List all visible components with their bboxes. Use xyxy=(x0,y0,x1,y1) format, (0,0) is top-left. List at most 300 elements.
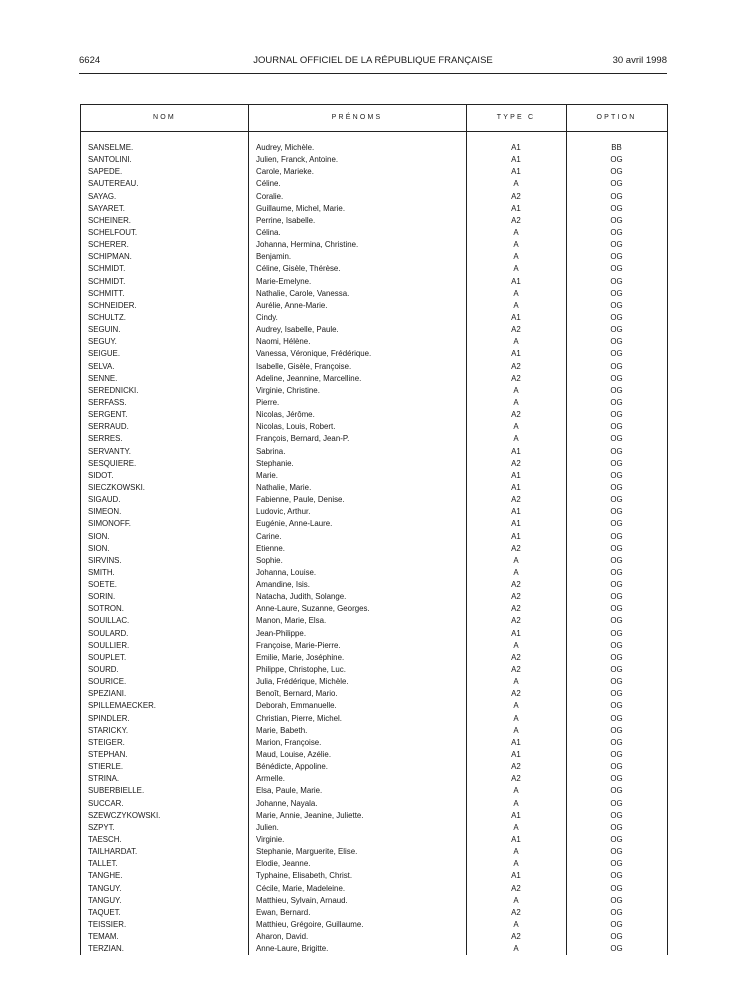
cell-type: A xyxy=(513,640,519,650)
cell-type: A2 xyxy=(511,907,521,917)
cell-option: OG xyxy=(610,276,623,286)
cell-nom: SUBERBIELLE. xyxy=(88,786,145,796)
cell-option: OG xyxy=(610,385,623,395)
cell-prenoms: Ludovic, Arthur. xyxy=(256,507,311,517)
table-row xyxy=(81,348,667,360)
cell-option: OG xyxy=(610,883,623,893)
cell-option: OG xyxy=(610,507,623,517)
cell-nom: SANTOLINI. xyxy=(88,155,132,165)
table-row xyxy=(81,664,667,676)
table-row xyxy=(81,640,667,652)
cell-type: A2 xyxy=(511,762,521,772)
cell-nom: SOURICE. xyxy=(88,677,127,687)
cell-prenoms: Johanne, Nayala. xyxy=(256,798,318,808)
cell-prenoms: Armelle. xyxy=(256,774,285,784)
cell-prenoms: Naomi, Hélène. xyxy=(256,337,311,347)
cell-prenoms: Audrey, Isabelle, Paule. xyxy=(256,325,339,335)
cell-nom: SCHMIDT. xyxy=(88,264,126,274)
cell-nom: STEIGER. xyxy=(88,737,125,747)
table-row xyxy=(81,373,667,385)
cell-option: OG xyxy=(610,252,623,262)
table-row xyxy=(81,312,667,324)
cell-prenoms: Nicolas, Jérôme. xyxy=(256,410,315,420)
cell-prenoms: Carole, Marieke. xyxy=(256,167,314,177)
cell-type: A2 xyxy=(511,580,521,590)
cell-type: A1 xyxy=(511,810,521,820)
table-row xyxy=(81,883,667,895)
table-row xyxy=(81,834,667,846)
table-row xyxy=(81,482,667,494)
cell-type: A2 xyxy=(511,592,521,602)
cell-prenoms: Stephanie. xyxy=(256,458,294,468)
cell-type: A xyxy=(513,859,519,869)
table-row xyxy=(81,676,667,688)
cell-type: A2 xyxy=(511,604,521,614)
cell-type: A1 xyxy=(511,470,521,480)
table-row xyxy=(81,397,667,409)
cell-prenoms: Marie-Emelyne. xyxy=(256,276,312,286)
cell-prenoms: Amandine, Isis. xyxy=(256,580,310,590)
table-row xyxy=(81,227,667,239)
cell-prenoms: Philippe, Christophe, Luc. xyxy=(256,665,346,675)
cell-prenoms: Pierre. xyxy=(256,397,280,407)
cell-type: A2 xyxy=(511,325,521,335)
table-row xyxy=(81,761,667,773)
cell-nom: SEGUIN. xyxy=(88,325,121,335)
cell-nom: SION. xyxy=(88,543,110,553)
cell-option: OG xyxy=(610,798,623,808)
cell-prenoms: Célina. xyxy=(256,227,281,237)
cell-nom: SIRVINS. xyxy=(88,555,122,565)
cell-type: A2 xyxy=(511,191,521,201)
cell-type: A xyxy=(513,422,519,432)
cell-option: OG xyxy=(610,167,623,177)
cell-nom: SCHERER. xyxy=(88,240,129,250)
cell-prenoms: Julien. xyxy=(256,822,279,832)
cell-prenoms: Stephanie, Marguerite, Elise. xyxy=(256,847,358,857)
cell-nom: SION. xyxy=(88,531,110,541)
cell-type: A1 xyxy=(511,203,521,213)
cell-nom: SCHMIDT. xyxy=(88,276,126,286)
cell-nom: TEMAM. xyxy=(88,932,119,942)
cell-prenoms: Sabrina. xyxy=(256,446,286,456)
cell-option: OG xyxy=(610,628,623,638)
cell-option: OG xyxy=(610,264,623,274)
cell-prenoms: Virginie, Christine. xyxy=(256,385,320,395)
cell-prenoms: Natacha, Judith, Solange. xyxy=(256,592,347,602)
cell-nom: SCHULTZ. xyxy=(88,312,126,322)
journal-title: JOURNAL OFFICIEL DE LA RÉPUBLIQUE FRANÇAISE xyxy=(253,55,493,66)
table-row xyxy=(81,688,667,700)
cell-prenoms: Maud, Louise, Azélie. xyxy=(256,750,332,760)
cell-option: OG xyxy=(610,312,623,322)
cell-prenoms: Cindy. xyxy=(256,312,278,322)
table-row xyxy=(81,470,667,482)
cell-nom: SIDOT. xyxy=(88,470,114,480)
cell-option: OG xyxy=(610,895,623,905)
cell-option: OG xyxy=(610,652,623,662)
cell-option: OG xyxy=(610,725,623,735)
publication-date: 30 avril 1998 xyxy=(612,55,667,66)
cell-type: A xyxy=(513,397,519,407)
cell-option: OG xyxy=(610,325,623,335)
cell-option: OG xyxy=(610,470,623,480)
cell-type: A xyxy=(513,337,519,347)
table-row xyxy=(81,870,667,882)
table-row xyxy=(81,178,667,190)
table-row xyxy=(81,628,667,640)
cell-prenoms: Isabelle, Gisèle, Françoise. xyxy=(256,361,352,371)
cell-option: OG xyxy=(610,713,623,723)
cell-type: A1 xyxy=(511,167,521,177)
table-row xyxy=(81,555,667,567)
table-row xyxy=(81,895,667,907)
cell-nom: STEPHAN. xyxy=(88,750,128,760)
cell-nom: SAPEDE. xyxy=(88,167,123,177)
table-row xyxy=(81,433,667,445)
cell-type: A1 xyxy=(511,312,521,322)
table-row xyxy=(81,652,667,664)
table-row xyxy=(81,531,667,543)
cell-nom: SELVA. xyxy=(88,361,115,371)
column-header-type: TYPE C xyxy=(496,114,536,121)
cell-type: A1 xyxy=(511,446,521,456)
cell-prenoms: Vanessa, Véronique, Frédérique. xyxy=(256,349,372,359)
cell-type: A xyxy=(513,300,519,310)
table-row xyxy=(81,822,667,834)
cell-type: A xyxy=(513,713,519,723)
cell-prenoms: Marion, Françoise. xyxy=(256,737,322,747)
cell-type: A2 xyxy=(511,665,521,675)
cell-type: A1 xyxy=(511,155,521,165)
cell-option: OG xyxy=(610,835,623,845)
cell-prenoms: Marie. xyxy=(256,470,278,480)
cell-nom: SAYAG. xyxy=(88,191,117,201)
table-row xyxy=(81,919,667,931)
cell-type: A2 xyxy=(511,932,521,942)
table-row xyxy=(81,142,667,154)
cell-option: OG xyxy=(610,774,623,784)
cell-nom: STRINA. xyxy=(88,774,120,784)
cell-option: OG xyxy=(610,762,623,772)
cell-type: A1 xyxy=(511,507,521,517)
cell-type: A2 xyxy=(511,215,521,225)
table-row xyxy=(81,215,667,227)
cell-nom: SOETE. xyxy=(88,580,117,590)
cell-option: OG xyxy=(610,847,623,857)
cell-prenoms: Christian, Pierre, Michel. xyxy=(256,713,342,723)
table-row xyxy=(81,361,667,373)
table-row xyxy=(81,385,667,397)
cell-nom: SAUTEREAU. xyxy=(88,179,139,189)
cell-prenoms: Françoise, Marie-Pierre. xyxy=(256,640,341,650)
cell-prenoms: Elsa, Paule, Marie. xyxy=(256,786,323,796)
cell-nom: SOURD. xyxy=(88,665,119,675)
cell-option: OG xyxy=(610,689,623,699)
header-rule xyxy=(79,73,667,74)
cell-option: OG xyxy=(610,592,623,602)
cell-type: A xyxy=(513,264,519,274)
cell-option: OG xyxy=(610,531,623,541)
table-row xyxy=(81,737,667,749)
cell-nom: TANGHE. xyxy=(88,871,123,881)
cell-prenoms: Manon, Marie, Elsa. xyxy=(256,616,327,626)
cell-nom: SERRES. xyxy=(88,434,123,444)
cell-option: OG xyxy=(610,155,623,165)
cell-type: A2 xyxy=(511,410,521,420)
cell-type: A2 xyxy=(511,361,521,371)
cell-type: A1 xyxy=(511,482,521,492)
cell-type: A xyxy=(513,179,519,189)
cell-prenoms: Jean-Philippe. xyxy=(256,628,307,638)
cell-type: A1 xyxy=(511,835,521,845)
cell-option: OG xyxy=(610,446,623,456)
cell-option: OG xyxy=(610,616,623,626)
cell-option: OG xyxy=(610,737,623,747)
cell-nom: SEIGUE. xyxy=(88,349,121,359)
table-row xyxy=(81,725,667,737)
cell-nom: SOULARD. xyxy=(88,628,129,638)
table-row xyxy=(81,615,667,627)
cell-type: A xyxy=(513,288,519,298)
column-header-prenoms: PRÉNOMS xyxy=(331,114,383,121)
cell-type: A xyxy=(513,567,519,577)
page-number: 6624 xyxy=(79,55,101,66)
cell-option: OG xyxy=(610,203,623,213)
cell-option: OG xyxy=(610,300,623,310)
table-row xyxy=(81,288,667,300)
cell-nom: SANSELME. xyxy=(88,143,134,152)
cell-type: A2 xyxy=(511,543,521,553)
table-row xyxy=(81,154,667,166)
cell-option: OG xyxy=(610,179,623,189)
cell-type: A2 xyxy=(511,774,521,784)
table-row xyxy=(81,409,667,421)
cell-nom: SCHMITT. xyxy=(88,288,125,298)
cell-prenoms: Anne-Laure, Brigitte. xyxy=(256,944,329,954)
table-row xyxy=(81,579,667,591)
cell-option: OG xyxy=(610,519,623,529)
cell-option: OG xyxy=(610,665,623,675)
cell-option: OG xyxy=(610,543,623,553)
cell-prenoms: Carine. xyxy=(256,531,282,541)
table-row xyxy=(81,567,667,579)
cell-type: A xyxy=(513,725,519,735)
cell-prenoms: Johanna, Louise. xyxy=(256,567,317,577)
cell-option: OG xyxy=(610,288,623,298)
cell-option: OG xyxy=(610,640,623,650)
cell-option: OG xyxy=(610,434,623,444)
table-row xyxy=(81,336,667,348)
cell-type: A xyxy=(513,555,519,565)
cell-nom: SERGENT. xyxy=(88,410,128,420)
cell-type: A xyxy=(513,895,519,905)
table-row xyxy=(81,203,667,215)
cell-type: A xyxy=(513,385,519,395)
cell-nom: SIGAUD. xyxy=(88,495,121,505)
cell-option: OG xyxy=(610,786,623,796)
cell-nom: SPEZIANI. xyxy=(88,689,127,699)
cell-type: A2 xyxy=(511,652,521,662)
table-row xyxy=(81,773,667,785)
cell-option: OG xyxy=(610,859,623,869)
cell-type: A xyxy=(513,227,519,237)
table-row xyxy=(81,700,667,712)
cell-nom: SPINDLER. xyxy=(88,713,130,723)
cell-prenoms: Marie, Babeth. xyxy=(256,725,308,735)
cell-type: A1 xyxy=(511,531,521,541)
cell-option: OG xyxy=(610,920,623,929)
cell-option: OG xyxy=(610,932,623,942)
cell-nom: STIERLE. xyxy=(88,762,124,772)
cell-nom: SZEWCZYKOWSKI. xyxy=(88,810,161,820)
cell-option: OG xyxy=(610,482,623,492)
cell-prenoms: Eugénie, Anne-Laure. xyxy=(256,519,333,529)
cell-nom: SIECZKOWSKI. xyxy=(88,482,145,492)
cell-option: OG xyxy=(610,191,623,201)
table-row xyxy=(81,943,667,955)
cell-type: A xyxy=(513,920,519,929)
cell-nom: SOUPLET. xyxy=(88,652,127,662)
column-header-option: OPTION xyxy=(596,114,637,121)
cell-nom: SERVANTY. xyxy=(88,446,131,456)
cell-type: A2 xyxy=(511,458,521,468)
cell-prenoms: Bénédicte, Appoline. xyxy=(256,762,328,772)
cell-nom: SOTRON. xyxy=(88,604,124,614)
cell-nom: SORIN. xyxy=(88,592,116,602)
cell-prenoms: Coralie. xyxy=(256,191,284,201)
cell-nom: TANGUY. xyxy=(88,883,122,893)
table-row xyxy=(81,506,667,518)
table-row xyxy=(81,518,667,530)
cell-prenoms: Cécile, Marie, Madeleine. xyxy=(256,883,346,893)
table-row xyxy=(81,591,667,603)
cell-option: OG xyxy=(610,422,623,432)
column-header-nom: NOM xyxy=(153,114,176,121)
cell-type: A1 xyxy=(511,737,521,747)
table-row xyxy=(81,300,667,312)
cell-option: OG xyxy=(610,410,623,420)
cell-type: A xyxy=(513,798,519,808)
cell-option: OG xyxy=(610,373,623,383)
cell-prenoms: Audrey, Michèle. xyxy=(256,143,315,152)
cell-prenoms: Deborah, Emmanuelle. xyxy=(256,701,337,711)
cell-option: BB xyxy=(611,143,622,152)
cell-prenoms: Aharon, David. xyxy=(256,932,309,942)
cell-prenoms: Nicolas, Louis, Robert. xyxy=(256,422,336,432)
cell-prenoms: Ewan, Bernard. xyxy=(256,907,311,917)
cell-nom: TEISSIER. xyxy=(88,920,127,929)
cell-prenoms: Etienne. xyxy=(256,543,285,553)
cell-option: OG xyxy=(610,677,623,687)
cell-nom: SESQUIERE. xyxy=(88,458,137,468)
cell-option: OG xyxy=(610,810,623,820)
cell-prenoms: Fabienne, Paule, Denise. xyxy=(256,495,345,505)
cell-option: OG xyxy=(610,227,623,237)
page-header xyxy=(79,55,667,69)
cell-prenoms: Sophie. xyxy=(256,555,283,565)
cell-option: OG xyxy=(610,567,623,577)
cell-option: OG xyxy=(610,215,623,225)
cell-prenoms: Anne-Laure, Suzanne, Georges. xyxy=(256,604,370,614)
cell-nom: SCHELFOUT. xyxy=(88,227,138,237)
table-row xyxy=(81,543,667,555)
cell-nom: SZPYT. xyxy=(88,822,115,832)
cell-type: A1 xyxy=(511,750,521,760)
cell-type: A xyxy=(513,252,519,262)
table-row xyxy=(81,749,667,761)
table-body xyxy=(81,142,667,955)
cell-type: A xyxy=(513,786,519,796)
table-row xyxy=(81,276,667,288)
cell-option: OG xyxy=(610,907,623,917)
cell-nom: SERFASS. xyxy=(88,397,127,407)
cell-type: A xyxy=(513,822,519,832)
cell-option: OG xyxy=(610,240,623,250)
cell-type: A1 xyxy=(511,276,521,286)
table-row xyxy=(81,858,667,870)
cell-prenoms: Matthieu, Grégoire, Guillaume. xyxy=(256,920,364,929)
cell-prenoms: Benoît, Bernard, Mario. xyxy=(256,689,338,699)
cell-type: A xyxy=(513,944,519,954)
cell-option: OG xyxy=(610,604,623,614)
cell-nom: SEREDNICKI. xyxy=(88,385,139,395)
cell-prenoms: Marie, Annie, Jeanine, Juliette. xyxy=(256,810,364,820)
cell-prenoms: Guillaume, Michel, Marie. xyxy=(256,203,346,213)
cell-prenoms: Julia, Frédérique, Michèle. xyxy=(256,677,349,687)
cell-prenoms: Matthieu, Sylvain, Arnaud. xyxy=(256,895,348,905)
table-row xyxy=(81,166,667,178)
table-row xyxy=(81,931,667,943)
cell-type: A1 xyxy=(511,628,521,638)
cell-nom: TAILHARDAT. xyxy=(88,847,138,857)
table-row xyxy=(81,458,667,470)
cell-option: OG xyxy=(610,555,623,565)
cell-nom: SERRAUD. xyxy=(88,422,129,432)
cell-nom: TANGUY. xyxy=(88,895,122,905)
cell-nom: SEGUY. xyxy=(88,337,117,347)
cell-prenoms: Céline, Gisèle, Thérèse. xyxy=(256,264,341,274)
cell-type: A xyxy=(513,847,519,857)
cell-prenoms: Typhaine, Elisabeth, Christ. xyxy=(256,871,353,881)
cell-prenoms: Nathalie, Carole, Vanessa. xyxy=(256,288,350,298)
cell-option: OG xyxy=(610,822,623,832)
cell-nom: SENNE. xyxy=(88,373,118,383)
cell-prenoms: Elodie, Jeanne. xyxy=(256,859,311,869)
cell-nom: SIMEON. xyxy=(88,507,122,517)
cell-type: A1 xyxy=(511,349,521,359)
cell-nom: TERZIAN. xyxy=(88,944,124,954)
cell-nom: TAESCH. xyxy=(88,835,122,845)
table-row xyxy=(81,263,667,275)
table-row xyxy=(81,713,667,725)
table-row xyxy=(81,251,667,263)
cell-prenoms: Emilie, Marie, Joséphine. xyxy=(256,652,345,662)
cell-nom: SCHNEIDER. xyxy=(88,300,137,310)
cell-prenoms: Johanna, Hermina, Christine. xyxy=(256,240,359,250)
cell-nom: TALLET. xyxy=(88,859,118,869)
table-row xyxy=(81,603,667,615)
cell-prenoms: François, Bernard, Jean-P. xyxy=(256,434,350,444)
table-row xyxy=(81,239,667,251)
cell-option: OG xyxy=(610,349,623,359)
table-row xyxy=(81,907,667,919)
table-row xyxy=(81,810,667,822)
cell-prenoms: Benjamin. xyxy=(256,252,292,262)
cell-prenoms: Adeline, Jeannine, Marcelline. xyxy=(256,373,362,383)
cell-prenoms: Nathalie, Marie. xyxy=(256,482,312,492)
cell-option: OG xyxy=(610,397,623,407)
